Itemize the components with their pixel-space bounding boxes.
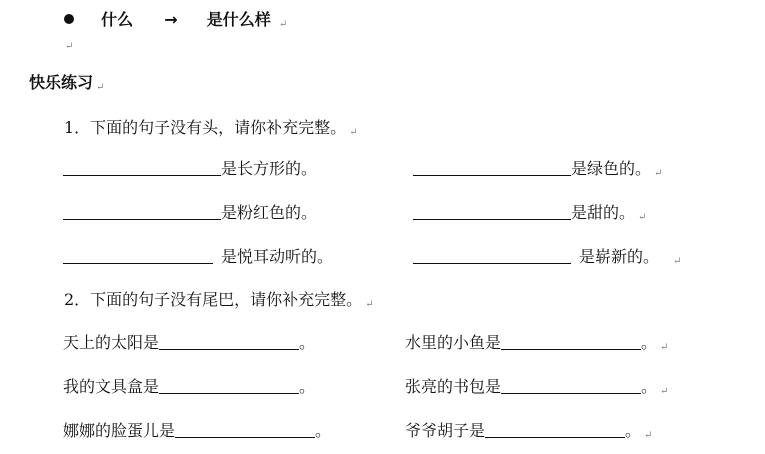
answer-blank[interactable] — [501, 378, 641, 394]
paragraph-mark-icon: ↵ — [96, 82, 105, 93]
exercise1-row-1-right-text: 是绿色的。 — [571, 159, 652, 178]
exercise2-row-2-right — [405, 377, 668, 402]
exercise2-row-1-right — [405, 333, 668, 358]
exercise2-row-3-left — [63, 421, 331, 441]
exercise1-row-2-left — [63, 203, 317, 223]
answer-blank[interactable] — [159, 334, 299, 350]
exercise1-row-1-left — [63, 159, 317, 179]
exercise1-row-3-right-text: 是崭新的。 — [579, 247, 660, 266]
section-title — [29, 73, 104, 98]
paragraph-mark-icon: ↵ — [660, 342, 669, 353]
exercise1-instruction-text: 1．下面的句子没有头，请你补充完整。 — [64, 118, 347, 137]
paragraph-mark-icon: ↵ — [65, 41, 74, 52]
answer-blank[interactable] — [63, 160, 221, 176]
paragraph-mark-icon: ↵ — [654, 168, 663, 179]
heading-word-b: 是什么样 — [206, 10, 271, 29]
exercise2-row-2-right-prefix: 张亮的书包是 — [405, 377, 502, 396]
paragraph-mark-icon: ↵ — [660, 386, 669, 397]
exercise2-row-2-left — [63, 377, 315, 397]
exercise2-row-3-left-end: 。 — [315, 421, 332, 440]
exercise2-row-3-right-prefix: 爷爷胡子是 — [405, 421, 486, 440]
paragraph-mark-icon: ↵ — [673, 256, 682, 267]
paragraph-mark-icon: ↵ — [349, 127, 358, 138]
exercise2-row-1-left — [63, 333, 315, 353]
exercise2-row-1-left-end: 。 — [299, 333, 316, 352]
exercise1-row-1-right — [413, 159, 662, 184]
exercise1-instruction — [64, 118, 358, 143]
exercise1-row-2-right — [413, 203, 646, 228]
exercise2-row-3-right — [405, 421, 652, 446]
exercise2-row-1-left-prefix: 天上的太阳是 — [63, 333, 160, 352]
paragraph-mark-icon: ↵ — [644, 430, 653, 441]
exercise2-row-1-right-prefix: 水里的小鱼是 — [405, 333, 502, 352]
heading-word-a: 什么 — [101, 10, 134, 29]
exercise1-row-3-right — [413, 247, 681, 272]
exercise2-row-3-left-prefix: 娜娜的脸蛋儿是 — [63, 421, 176, 440]
exercise1-row-2-left-text: 是粉红色的。 — [221, 203, 318, 222]
exercise1-row-3-left-text: 是悦耳动听的。 — [221, 247, 334, 266]
exercise2-row-3-right-end: 。 — [625, 421, 642, 440]
bullet-icon — [64, 14, 74, 24]
answer-blank[interactable] — [159, 378, 299, 394]
exercise1-row-1-left-text: 是长方形的。 — [221, 159, 318, 178]
exercise2-row-2-left-end: 。 — [299, 377, 316, 396]
exercise2-row-2-right-end: 。 — [641, 377, 658, 396]
answer-blank[interactable] — [501, 334, 641, 350]
empty-paragraph — [62, 32, 73, 57]
answer-blank[interactable] — [485, 422, 625, 438]
exercise2-row-2-left-prefix: 我的文具盒是 — [63, 377, 160, 396]
exercise1-row-2-right-text: 是甜的。 — [571, 203, 636, 222]
exercise2-row-1-right-end: 。 — [641, 333, 658, 352]
answer-blank[interactable] — [63, 204, 221, 220]
answer-blank[interactable] — [175, 422, 315, 438]
answer-blank[interactable] — [413, 248, 571, 264]
exercise1-row-3-left — [63, 247, 333, 267]
answer-blank[interactable] — [413, 204, 571, 220]
heading-line — [64, 10, 287, 35]
exercise2-instruction — [64, 290, 374, 315]
paragraph-mark-icon: ↵ — [638, 212, 647, 223]
paragraph-mark-icon: ↵ — [365, 299, 374, 310]
paragraph-mark-icon: ↵ — [278, 19, 288, 30]
answer-blank[interactable] — [63, 248, 213, 264]
answer-blank[interactable] — [413, 160, 571, 176]
heading-arrow: → — [164, 10, 178, 29]
section-title-text: 快乐练习 — [29, 73, 94, 92]
exercise2-instruction-text: 2．下面的句子没有尾巴，请你补充完整。 — [64, 290, 363, 309]
